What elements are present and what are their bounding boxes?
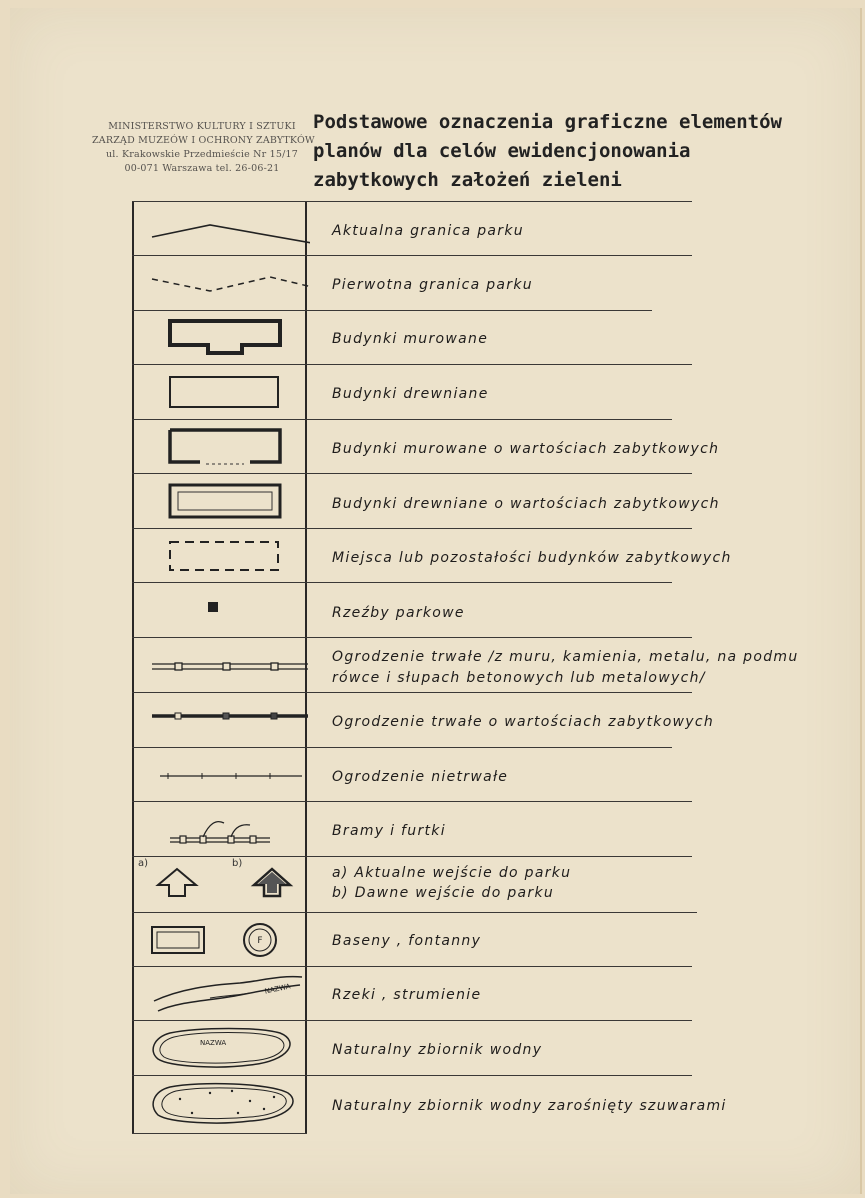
park-sculpture-symbol bbox=[140, 595, 310, 623]
current-park-boundary-symbol bbox=[140, 211, 310, 245]
legend-label-continued: b) Dawne wejście do parku bbox=[332, 885, 555, 901]
document-sheet bbox=[10, 8, 862, 1194]
title-line: zabytkowych założeń zieleni bbox=[313, 169, 622, 191]
stamp-line: ZARZĄD MUZEÓW I OCHRONY ZABYTKÓW bbox=[92, 135, 315, 146]
row-divider bbox=[132, 966, 692, 967]
row-divider bbox=[132, 310, 652, 311]
legend-label: Rzeki , strumienie bbox=[332, 987, 482, 1003]
legend-label: Budynki murowane o wartościach zabytkowych bbox=[332, 441, 720, 457]
historic-wooden-building-symbol bbox=[140, 481, 310, 523]
historic-permanent-fence-symbol bbox=[140, 704, 310, 728]
entrance-arrows-symbol bbox=[140, 865, 310, 899]
current-entrance-arrow-icon bbox=[158, 869, 196, 896]
river-name: NAZWA bbox=[263, 982, 292, 996]
title-line: Podstawowe oznaczenia graficzne elementów bbox=[313, 111, 782, 133]
stamp-line: ul. Krakowskie Przedmieście Nr 15/17 bbox=[105, 149, 299, 160]
row-divider bbox=[132, 201, 692, 202]
legend-label: Rzeźby parkowe bbox=[332, 605, 465, 621]
natural-water-body-symbol bbox=[140, 1025, 310, 1071]
legend-label: Budynki drewniane bbox=[332, 386, 489, 402]
legend-label: Naturalny zbiornik wodny zarośnięty szuwarami bbox=[332, 1098, 727, 1114]
table-left-border bbox=[132, 201, 134, 1133]
row-divider bbox=[132, 1133, 307, 1134]
river-symbol bbox=[140, 971, 310, 1015]
legend-label: Ogrodzenie nietrwałe bbox=[332, 769, 509, 785]
stamp-line: 00-071 Warszawa tel. 26-06-21 bbox=[124, 163, 280, 174]
row-divider bbox=[132, 364, 692, 365]
mark-a: a) bbox=[138, 858, 149, 869]
row-divider bbox=[132, 473, 692, 474]
historic-masonry-building-symbol bbox=[140, 426, 310, 470]
row-divider bbox=[132, 1020, 692, 1021]
lake-name: NAZWA bbox=[200, 1039, 227, 1047]
legend-label: Bramy i furtki bbox=[332, 823, 446, 839]
row-divider bbox=[132, 912, 697, 913]
masonry-building-symbol bbox=[140, 317, 310, 361]
overgrown-water-body-symbol bbox=[140, 1081, 310, 1127]
row-divider bbox=[132, 637, 692, 638]
row-divider bbox=[132, 1075, 692, 1076]
mark-b: b) bbox=[232, 858, 243, 869]
title-line: planów dla celów ewidencjonowania bbox=[313, 140, 691, 162]
basin-fountain-symbol bbox=[140, 921, 310, 961]
document-title bbox=[313, 108, 793, 195]
building-remains-symbol bbox=[140, 538, 310, 574]
gates-symbol bbox=[140, 813, 310, 847]
row-divider bbox=[132, 582, 672, 583]
legend-label: Ogrodzenie trwałe o wartościach zabytkowych bbox=[332, 714, 715, 730]
legend-label: Aktualna granica parku bbox=[332, 223, 524, 239]
row-divider bbox=[132, 419, 672, 420]
legend-label: Miejsca lub pozostałości budynków zabytkowych bbox=[332, 550, 732, 566]
row-divider bbox=[132, 856, 692, 857]
permanent-fence-symbol bbox=[140, 655, 310, 679]
legend-label: a) Aktualne wejście do parku bbox=[332, 865, 572, 881]
fountain-letter: F bbox=[257, 936, 263, 946]
row-divider bbox=[132, 801, 692, 802]
legend-label: Naturalny zbiornik wodny bbox=[332, 1042, 543, 1058]
legend-label-continued: rówce i słupach betonowych lub metalowych/ bbox=[332, 670, 706, 686]
temporary-fence-symbol bbox=[140, 764, 310, 786]
original-park-boundary-symbol bbox=[140, 265, 310, 299]
legend-label: Baseny , fontanny bbox=[332, 933, 482, 949]
legend-label: Budynki drewniane o wartościach zabytkowych bbox=[332, 496, 720, 512]
row-divider bbox=[132, 747, 672, 748]
row-divider bbox=[132, 692, 692, 693]
row-divider bbox=[132, 255, 692, 256]
legend-label: Pierwotna granica parku bbox=[332, 277, 533, 293]
row-divider bbox=[132, 528, 692, 529]
stamp-line: MINISTERSTWO KULTURY I SZTUKI bbox=[108, 121, 296, 132]
legend-table bbox=[132, 201, 799, 1133]
legend-label: Budynki murowane bbox=[332, 331, 489, 347]
legend-label: Ogrodzenie trwałe /z muru, kamienia, metalu, na podmu bbox=[332, 649, 799, 665]
wooden-building-symbol bbox=[140, 373, 310, 413]
ministry-stamp bbox=[92, 120, 315, 176]
